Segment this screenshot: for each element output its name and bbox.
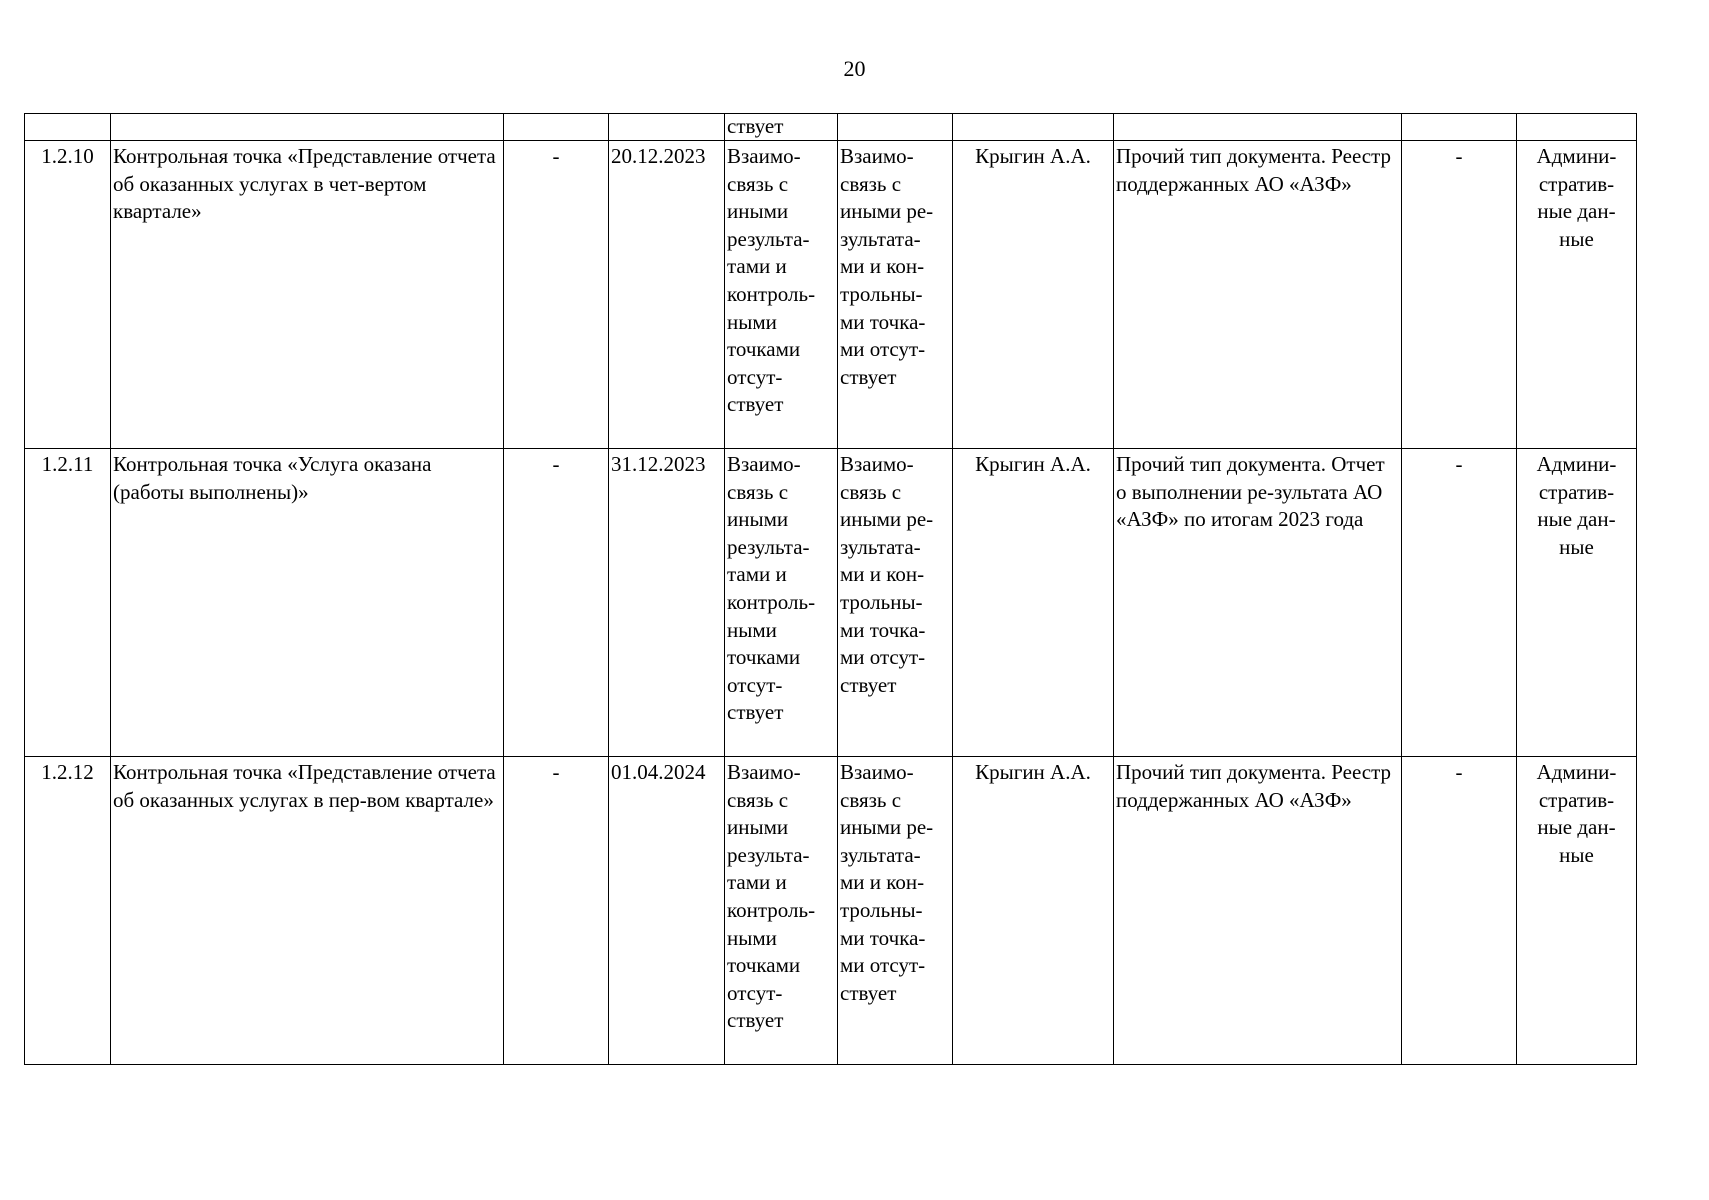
- row-end: 01.04.2024: [609, 757, 725, 1065]
- row-title: Контрольная точка «Услуга оказана (работы выполнены)»: [111, 449, 504, 757]
- cell-info-system: [1402, 114, 1517, 141]
- row-start: -: [504, 449, 609, 757]
- row-relation-next: Взаимо- связь с иными ре- зультата- ми и кон- трольны- ми точка- ми отсут- ствует: [838, 449, 953, 757]
- cell-relation-next: [838, 114, 953, 141]
- cell-num: [25, 114, 111, 141]
- control-points-table: [24, 113, 1637, 1065]
- row-responsible: Крыгин А.А.: [953, 141, 1114, 449]
- row-relation-next: Взаимо- связь с иными ре- зультата- ми и кон- трольны- ми точка- ми отсут- ствует: [838, 757, 953, 1065]
- row-number: 1.2.11: [25, 449, 111, 757]
- table-row: [25, 757, 1637, 1065]
- row-info-system: -: [1402, 449, 1517, 757]
- row-document: Прочий тип документа. Реестр поддержанных АО «АЗФ»: [1114, 141, 1402, 449]
- row-number: 1.2.10: [25, 141, 111, 449]
- row-title: Контрольная точка «Представление отчета об оказанных услугах в пер-вом квартале»: [111, 757, 504, 1065]
- continuation-row: [25, 114, 1637, 141]
- cell-document: [1114, 114, 1402, 141]
- cell-source: [1517, 114, 1637, 141]
- cell-end: [609, 114, 725, 141]
- row-document: Прочий тип документа. Отчет о выполнении ре-зультата АО «АЗФ» по итогам 2023 года: [1114, 449, 1402, 757]
- row-end: 20.12.2023: [609, 141, 725, 449]
- table-row: [25, 449, 1637, 757]
- row-info-system: -: [1402, 757, 1517, 1065]
- row-document: Прочий тип документа. Реестр поддержанных АО «АЗФ»: [1114, 757, 1402, 1065]
- row-info-system: -: [1402, 141, 1517, 449]
- page-number: 20: [843, 56, 866, 81]
- row-end: 31.12.2023: [609, 449, 725, 757]
- row-relation-prev: Взаимо- связь с иными результа- тами и контроль- ными точками отсут- ствует: [725, 449, 838, 757]
- cell-title: [111, 114, 504, 141]
- row-responsible: Крыгин А.А.: [953, 757, 1114, 1065]
- row-start: -: [504, 141, 609, 449]
- row-source: Админи- стратив- ные дан- ные: [1517, 757, 1637, 1065]
- row-start: -: [504, 757, 609, 1065]
- row-relation-prev: Взаимо- связь с иными результа- тами и контроль- ными точками отсут- ствует: [725, 141, 838, 449]
- table-row: [25, 141, 1637, 449]
- row-relation-next: Взаимо- связь с иными ре- зультата- ми и кон- трольны- ми точка- ми отсут- ствует: [838, 141, 953, 449]
- cell-responsible: [953, 114, 1114, 141]
- row-number: 1.2.12: [25, 757, 111, 1065]
- row-title: Контрольная точка «Представление отчета об оказанных услугах в чет-вертом квартале»: [111, 141, 504, 449]
- cell-relation-prev: ствует: [725, 114, 838, 141]
- row-relation-prev: Взаимо- связь с иными результа- тами и контроль- ными точками отсут- ствует: [725, 757, 838, 1065]
- row-source: Админи- стратив- ные дан- ные: [1517, 141, 1637, 449]
- cell-start: [504, 114, 609, 141]
- row-source: Админи- стратив- ные дан- ные: [1517, 449, 1637, 757]
- row-responsible: Крыгин А.А.: [953, 449, 1114, 757]
